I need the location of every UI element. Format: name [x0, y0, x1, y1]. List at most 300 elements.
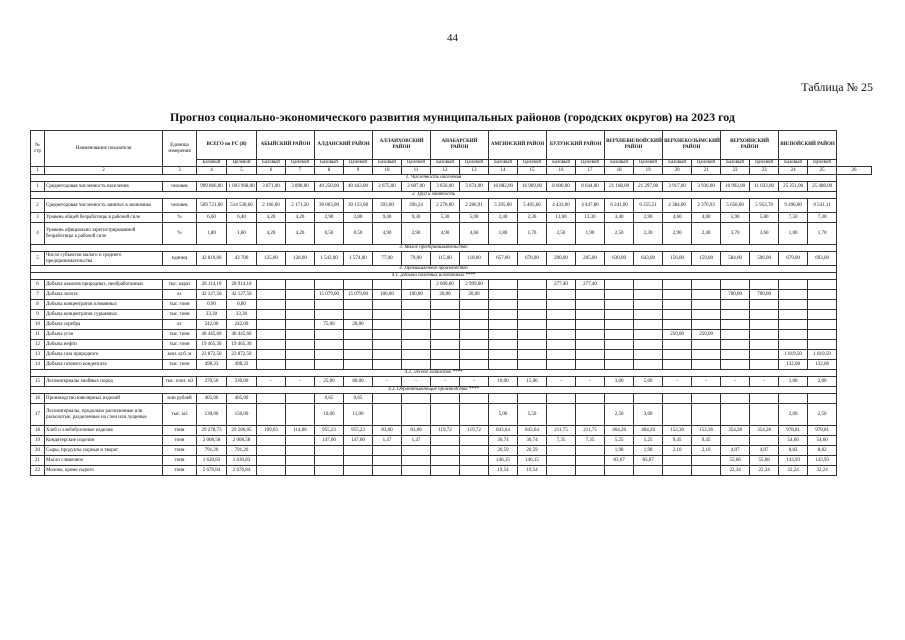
value-cell: 3,40 [605, 213, 634, 223]
value-cell: 5 658,00 [721, 199, 750, 213]
value-cell [605, 394, 634, 404]
table-row [31, 252, 872, 266]
table-row [31, 330, 872, 340]
header-target: Целевой [750, 160, 779, 167]
value-cell [692, 310, 721, 320]
value-cell: 270,50 [197, 377, 227, 387]
value-cell: 1,80 [227, 223, 257, 245]
value-cell: 3,00 [634, 404, 663, 426]
section-row [31, 266, 872, 273]
section-title: 3. Малое предпринимательство [31, 245, 837, 252]
value-cell [663, 280, 692, 290]
unit: тыс. тонн [163, 330, 197, 340]
value-cell: 5,00 [489, 404, 518, 426]
header-region: ВИЛЮЙСКИЙ РАЙОН [779, 131, 837, 160]
value-cell [402, 320, 431, 330]
value-cell [634, 290, 663, 300]
value-cell [750, 350, 779, 360]
value-cell: 3 656,00 [431, 182, 460, 192]
value-cell [431, 360, 460, 370]
value-cell [576, 446, 605, 456]
value-cell: - [663, 377, 692, 387]
value-cell [344, 360, 373, 370]
value-cell: 630,00 [605, 252, 634, 266]
value-cell: 128,00 [286, 252, 315, 266]
column-number: 16 [547, 167, 576, 175]
value-cell: 16 882,00 [489, 182, 518, 192]
value-cell: 354,28 [750, 426, 779, 436]
indicator-name: Добыча концентратов сурьмяных [45, 310, 163, 320]
value-cell: 9 541,11 [808, 199, 837, 213]
section-title: 4.2. Лесное хозяйство **** [31, 370, 837, 377]
value-cell: 205,00 [576, 252, 605, 266]
value-cell: 4 433,00 [547, 199, 576, 213]
table-row [31, 360, 872, 370]
value-cell: 32,24 [779, 466, 808, 476]
value-cell [257, 404, 286, 426]
value-cell: 277,40 [576, 280, 605, 290]
value-cell [286, 456, 315, 466]
value-cell [431, 320, 460, 330]
value-cell: 4,20 [257, 223, 286, 245]
value-cell: 1,80 [489, 223, 518, 245]
value-cell: 2,30 [634, 223, 663, 245]
table-row [31, 394, 872, 404]
value-cell: 1 630,83 [227, 456, 257, 466]
value-cell: 5,50 [518, 404, 547, 426]
value-cell [750, 404, 779, 426]
value-cell: 100,00 [402, 290, 431, 300]
value-cell [460, 404, 489, 426]
value-cell: - [547, 377, 576, 387]
table-row [31, 300, 872, 310]
value-cell: - [576, 377, 605, 387]
table-row [31, 310, 872, 320]
value-cell [518, 280, 547, 290]
value-cell: 1,00 [779, 377, 808, 387]
value-cell: 405,00 [197, 394, 227, 404]
value-cell [634, 350, 663, 360]
value-cell [692, 300, 721, 310]
unit: тыс. тонн [163, 340, 197, 350]
column-number-row [31, 167, 872, 175]
value-cell [344, 466, 373, 476]
value-cell: 28 914,10 [227, 280, 257, 290]
value-cell: 40 443,00 [344, 182, 373, 192]
value-cell: 700,00 [750, 290, 779, 300]
value-cell: 21 297,00 [634, 182, 663, 192]
value-cell: 3 871,00 [257, 182, 286, 192]
indicator-name: Уровень общей безработицы в рабочей силе [45, 213, 163, 223]
value-cell [489, 300, 518, 310]
value-cell: 0,50 [315, 223, 344, 245]
value-cell [634, 280, 663, 290]
value-cell: 1,80 [779, 223, 808, 245]
indicator-name: Лесоматериалы, продольно распиленные или расколотые, разделенные на слои или лущеные [45, 404, 163, 426]
table-row [31, 404, 872, 426]
value-cell: 2,10 [663, 446, 692, 456]
value-cell [750, 330, 779, 340]
value-cell [779, 320, 808, 330]
row-number: 16 [31, 394, 45, 404]
value-cell [547, 446, 576, 456]
value-cell: 999 866,00 [197, 182, 227, 192]
value-cell [431, 404, 460, 426]
value-cell [257, 290, 286, 300]
value-cell: 2,10 [692, 446, 721, 456]
value-cell: 498,33 [227, 360, 257, 370]
value-cell [344, 340, 373, 350]
value-cell [431, 340, 460, 350]
row-number: 7 [31, 290, 45, 300]
column-number: 23 [750, 167, 779, 175]
value-cell: 0,50 [344, 223, 373, 245]
value-cell: 978,81 [808, 426, 837, 436]
column-number: 6 [257, 167, 286, 175]
value-cell: 955,23 [344, 426, 373, 436]
value-cell [808, 394, 837, 404]
value-cell: 4,90 [373, 223, 402, 245]
row-number: 9 [31, 310, 45, 320]
value-cell [460, 350, 489, 360]
value-cell: 2 286,91 [460, 199, 489, 213]
section-row [31, 175, 872, 182]
value-cell: 2 384,00 [663, 199, 692, 213]
unit: тонн [163, 466, 197, 476]
value-cell: 118,00 [460, 252, 489, 266]
value-cell [605, 320, 634, 330]
value-cell: 2 676,84 [197, 466, 227, 476]
unit: кг [163, 290, 197, 300]
value-cell [431, 300, 460, 310]
value-cell: 4,60 [663, 213, 692, 223]
value-cell: 30 063,00 [315, 199, 344, 213]
value-cell: 4,00 [692, 213, 721, 223]
value-cell: 114,06 [286, 426, 315, 436]
value-cell [286, 350, 315, 360]
value-cell [721, 300, 750, 310]
value-cell [460, 436, 489, 446]
value-cell [663, 466, 692, 476]
header-target: Целевой [692, 160, 721, 167]
value-cell: 1 819,50 [779, 350, 808, 360]
value-cell: 28 114,10 [197, 280, 227, 290]
value-cell: 6 241,00 [605, 199, 634, 213]
value-cell: 20,00 [460, 290, 489, 300]
value-cell [692, 320, 721, 330]
value-cell [257, 280, 286, 290]
value-cell: 250,00 [663, 330, 692, 340]
value-cell [286, 340, 315, 350]
value-cell [576, 404, 605, 426]
value-cell [402, 330, 431, 340]
value-cell: 13,30 [576, 213, 605, 223]
table-row [31, 466, 872, 476]
value-cell: 2 166,00 [257, 199, 286, 213]
header-base: Базовый [257, 160, 286, 167]
header-region: ВЕРХНЕКОЛЫМСКИЙ РАЙОН [663, 131, 721, 160]
value-cell [576, 310, 605, 320]
column-number: 1 [31, 167, 45, 175]
value-cell [750, 300, 779, 310]
table-body [31, 175, 872, 476]
value-cell: 6,60 [197, 213, 227, 223]
value-cell: 657,00 [489, 252, 518, 266]
value-cell [808, 280, 837, 290]
value-cell [634, 466, 663, 476]
value-cell [402, 360, 431, 370]
indicator-name: Масло сливочное [45, 456, 163, 466]
unit: тыс. тонн [163, 300, 197, 310]
value-cell [489, 330, 518, 340]
value-cell: 211,75 [547, 426, 576, 436]
value-cell: 25,00 [315, 377, 344, 387]
value-cell [576, 290, 605, 300]
value-cell: 40 250,00 [315, 182, 344, 192]
column-number: 3 [163, 167, 197, 175]
row-number: 5 [31, 252, 45, 266]
header-name: Наименование показателя [45, 131, 163, 167]
value-cell: 2,50 [605, 223, 634, 245]
value-cell: 23 872,50 [197, 350, 227, 360]
value-cell [634, 320, 663, 330]
value-cell [373, 320, 402, 330]
row-number: 18 [31, 426, 45, 436]
value-cell [779, 290, 808, 300]
value-cell: 2 008,58 [197, 436, 227, 446]
value-cell: 4,07 [750, 446, 779, 456]
header-base: Базовый [547, 160, 576, 167]
value-cell [344, 300, 373, 310]
value-cell: 330,00 [227, 377, 257, 387]
unit: тонн [163, 436, 197, 446]
value-cell: 7,50 [779, 213, 808, 223]
value-cell: 10,00 [315, 404, 344, 426]
header-target: Целевой [808, 160, 837, 167]
value-cell: 15 079,00 [315, 290, 344, 300]
header-region: ВЕРХОЯНСКИЙ РАЙОН [721, 131, 779, 160]
value-cell [663, 320, 692, 330]
value-cell: 2 376,93 [692, 199, 721, 213]
unit: человек [163, 199, 197, 213]
value-cell [547, 320, 576, 330]
value-cell [286, 394, 315, 404]
value-cell: 42 127,50 [227, 290, 257, 300]
row-number: 14 [31, 360, 45, 370]
row-number: 11 [31, 330, 45, 340]
unit: тыс. тонн [163, 360, 197, 370]
value-cell [402, 394, 431, 404]
value-cell: 19,54 [518, 466, 547, 476]
value-cell: 3,00 [605, 377, 634, 387]
value-cell: 8 644,00 [576, 182, 605, 192]
value-cell: 146,15 [518, 456, 547, 466]
value-cell [779, 300, 808, 310]
value-cell: 5,00 [460, 213, 489, 223]
value-cell [721, 350, 750, 360]
value-cell: 0,65 [315, 394, 344, 404]
column-number: 24 [779, 167, 808, 175]
value-cell: 670,00 [518, 252, 547, 266]
value-cell [692, 350, 721, 360]
value-cell: 20,59 [489, 446, 518, 456]
header-target: Целевой [576, 160, 605, 167]
value-cell: 83,00 [373, 426, 402, 436]
value-cell [547, 350, 576, 360]
value-cell: 2,90 [402, 223, 431, 245]
row-number: 2 [31, 199, 45, 213]
indicator-name: Среднегодовая численность населения [45, 182, 163, 192]
value-cell: 125,00 [257, 252, 286, 266]
value-cell [344, 280, 373, 290]
table-row [31, 436, 872, 446]
value-cell [460, 330, 489, 340]
row-number: 12 [31, 340, 45, 350]
value-cell [257, 310, 286, 320]
row-number: 17 [31, 404, 45, 426]
value-cell [344, 310, 373, 320]
value-cell [721, 280, 750, 290]
value-cell [634, 340, 663, 350]
value-cell: 2,80 [344, 213, 373, 223]
value-cell [460, 320, 489, 330]
value-cell [692, 394, 721, 404]
value-cell: 277,40 [547, 280, 576, 290]
value-cell [605, 330, 634, 340]
column-number: 21 [692, 167, 721, 175]
header-target: Целевой [402, 160, 431, 167]
value-cell [547, 300, 576, 310]
indicator-name: Молоко, кроме сырого [45, 466, 163, 476]
value-cell: 16 969,00 [518, 182, 547, 192]
value-cell: 405,00 [227, 394, 257, 404]
value-cell: 43 700 [227, 252, 257, 266]
value-cell [721, 320, 750, 330]
value-cell [257, 394, 286, 404]
value-cell: - [373, 377, 402, 387]
column-number: 4 [197, 167, 227, 175]
value-cell: 6 255,51 [634, 199, 663, 213]
value-cell [518, 330, 547, 340]
value-cell [373, 466, 402, 476]
value-cell: 0,90 [197, 300, 227, 310]
value-cell: 1,47 [402, 436, 431, 446]
header-base: Базовый [605, 160, 634, 167]
value-cell: 211,75 [576, 426, 605, 436]
value-cell: 354,28 [721, 426, 750, 436]
value-cell [315, 300, 344, 310]
value-cell: 1 819,50 [808, 350, 837, 360]
value-cell: 1,98 [605, 446, 634, 456]
row-number: 3 [31, 213, 45, 223]
value-cell: 146,15 [489, 456, 518, 466]
unit: тонн [163, 426, 197, 436]
value-cell [431, 456, 460, 466]
header-target: Целевой [460, 160, 489, 167]
indicator-name: Добыча серебра [45, 320, 163, 330]
value-cell: 40 445,60 [197, 330, 227, 340]
header-base: Базовый [315, 160, 344, 167]
row-number: 8 [31, 300, 45, 310]
document-title: Прогноз социально-экономического развития муниципальных районов (городских округов) на 2023 год [170, 110, 735, 124]
value-cell: 596,00 [750, 252, 779, 266]
value-cell [721, 310, 750, 320]
column-number: 22 [721, 167, 750, 175]
value-cell [257, 436, 286, 446]
value-cell [431, 436, 460, 446]
value-cell: 2,00 [779, 404, 808, 426]
value-cell [576, 456, 605, 466]
value-cell [489, 310, 518, 320]
table-row [31, 290, 872, 300]
value-cell: 55,68 [750, 456, 779, 466]
value-cell: 9,45 [692, 436, 721, 446]
column-number: 19 [634, 167, 663, 175]
value-cell [344, 446, 373, 456]
header-target: Целевой [286, 160, 315, 167]
value-cell [634, 310, 663, 320]
value-cell [692, 466, 721, 476]
value-cell [402, 340, 431, 350]
section-row [31, 370, 872, 377]
value-cell: 9,40 [373, 213, 402, 223]
value-cell [489, 394, 518, 404]
header-region: АЛЛАИХОВСКИЙ РАЙОН [373, 131, 431, 160]
value-cell: 29 278,73 [197, 426, 227, 436]
value-cell [286, 446, 315, 456]
section-row [31, 387, 872, 394]
value-cell: 25 408,00 [808, 182, 837, 192]
table-row [31, 350, 872, 360]
value-cell [257, 300, 286, 310]
value-cell: 10,00 [489, 377, 518, 387]
value-cell: 700,00 [721, 290, 750, 300]
value-cell: 8 600,00 [547, 182, 576, 192]
value-cell [576, 320, 605, 330]
value-cell: 1 543,00 [315, 252, 344, 266]
table-row [31, 280, 872, 290]
value-cell: 1,90 [576, 223, 605, 245]
value-cell [605, 466, 634, 476]
value-cell: - [721, 377, 750, 387]
column-number: 5 [227, 167, 257, 175]
row-number: 19 [31, 436, 45, 446]
value-cell [547, 290, 576, 300]
value-cell [547, 466, 576, 476]
value-cell: 2,40 [489, 213, 518, 223]
value-cell: - [402, 377, 431, 387]
table-label: Таблица № 25 [801, 80, 873, 94]
value-cell: 8,82 [779, 446, 808, 456]
value-cell [431, 310, 460, 320]
value-cell: 11 033,00 [750, 182, 779, 192]
indicator-name: Среднегодовая численность занятых в экономике [45, 199, 163, 213]
value-cell [605, 340, 634, 350]
value-cell [518, 310, 547, 320]
value-cell [402, 456, 431, 466]
value-cell: 77,00 [373, 252, 402, 266]
value-cell: 4,20 [286, 223, 315, 245]
value-cell: 3 936,00 [692, 182, 721, 192]
value-cell [373, 394, 402, 404]
value-cell: 464,26 [605, 426, 634, 436]
table-row [31, 213, 872, 223]
value-cell: 32,24 [808, 466, 837, 476]
value-cell: 2 171,20 [286, 199, 315, 213]
value-cell [315, 446, 344, 456]
value-cell: 7,35 [547, 436, 576, 446]
value-cell [808, 290, 837, 300]
